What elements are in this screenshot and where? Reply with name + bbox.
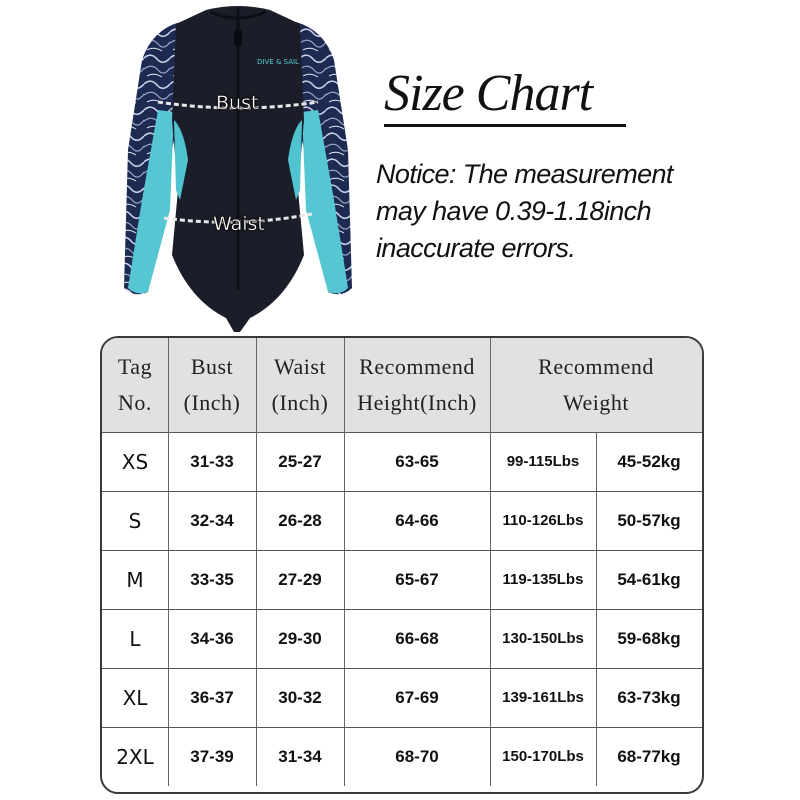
cell-size: L <box>129 626 141 651</box>
cell-size: XS <box>121 449 149 474</box>
cell-waist: 25-27 <box>278 451 322 471</box>
waist-label: Waist <box>213 213 265 235</box>
cell-kg: 45-52kg <box>617 451 681 471</box>
header-bust: Bust (Inch) <box>183 354 241 415</box>
table-row <box>102 491 702 550</box>
cell-waist: 26-28 <box>278 510 322 530</box>
header-weight: Recommend Weight <box>538 354 654 415</box>
cell-height: 68-70 <box>395 746 439 766</box>
bust-label: Bust <box>216 92 259 114</box>
cell-kg: 54-61kg <box>617 569 681 589</box>
cell-kg: 50-57kg <box>617 510 681 530</box>
table-row <box>102 668 702 727</box>
cell-size: S <box>128 508 142 533</box>
cell-kg: 59-68kg <box>617 628 681 648</box>
cell-lbs: 130-150Lbs <box>502 630 584 647</box>
cell-bust: 37-39 <box>190 746 234 766</box>
title-underline <box>384 124 626 127</box>
cell-lbs: 119-135Lbs <box>502 571 584 588</box>
logo-text: DIVE & SAIL <box>257 58 299 66</box>
table-header <box>102 338 702 433</box>
header-tag: Tag No. <box>117 354 153 415</box>
notice-line: Notice: The measurement <box>376 159 673 189</box>
cell-height: 65-67 <box>395 569 439 589</box>
cell-bust: 31-33 <box>190 451 234 471</box>
cell-bust: 36-37 <box>190 687 234 707</box>
table-row <box>102 727 702 786</box>
size-table <box>100 336 704 794</box>
page-title: Size Chart <box>384 65 593 122</box>
notice-text <box>376 156 706 267</box>
cell-lbs: 99-115Lbs <box>506 453 580 470</box>
cell-waist: 30-32 <box>278 687 322 707</box>
cell-size: 2XL <box>116 744 154 769</box>
cell-waist: 27-29 <box>278 569 322 589</box>
cell-bust: 34-36 <box>190 628 234 648</box>
cell-bust: 33-35 <box>190 569 234 589</box>
cell-height: 66-68 <box>395 628 439 648</box>
cell-size: M <box>126 567 144 592</box>
cell-bust: 32-34 <box>190 510 234 530</box>
cell-lbs: 139-161Lbs <box>502 689 584 706</box>
wetsuit-image <box>118 0 358 332</box>
header-height: Recommend Height(Inch) <box>357 354 477 415</box>
cell-waist: 29-30 <box>278 628 322 648</box>
cell-waist: 31-34 <box>278 746 322 766</box>
cell-size: XL <box>122 685 148 710</box>
table-row <box>102 432 702 491</box>
table-row <box>102 609 702 668</box>
notice-line: inaccurate errors. <box>376 233 576 263</box>
cell-lbs: 150-170Lbs <box>502 748 584 765</box>
cell-height: 63-65 <box>395 451 439 471</box>
table-row <box>102 550 702 609</box>
header-waist: Waist (Inch) <box>271 354 329 415</box>
cell-lbs: 110-126Lbs <box>502 512 584 529</box>
cell-kg: 63-73kg <box>617 687 681 707</box>
notice-line: may have 0.39-1.18inch <box>376 196 651 226</box>
cell-height: 64-66 <box>395 510 439 530</box>
cell-height: 67-69 <box>395 687 439 707</box>
cell-kg: 68-77kg <box>617 746 681 766</box>
